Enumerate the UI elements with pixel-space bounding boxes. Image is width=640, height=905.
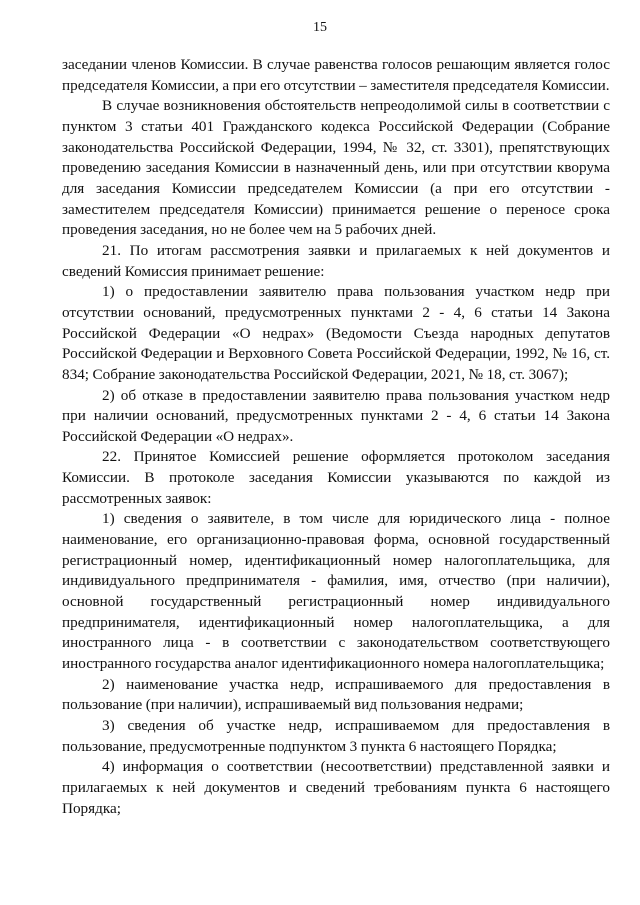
paragraph-22-item-2: 2) наименование участка недр, испрашиваемого для предоставления в пользование (при наличии), испрашиваемый вид пользования недрами; <box>62 675 610 714</box>
paragraph-22-item-4: 4) информация о соответствии (несоответствии) представленной заявки и прилагаемых к ней документов и сведений требованиям пункта 6 настоящего Порядка; <box>62 758 610 817</box>
paragraph-22: 22. Принятое Комиссией решение оформляется протоколом заседания Комиссии. В протоколе заседания Комиссии указываются по каждой из рассмотренных заявок: <box>62 448 610 507</box>
paragraph-21-item-2: 2) об отказе в предоставлении заявителю права пользования участком недр при наличии оснований, предусмотренных пунктами 2 - 4, 6 статьи 14 Закона Российской Федерации «О недрах». <box>62 386 610 445</box>
paragraph-21: 21. По итогам рассмотрения заявки и прилагаемых к ней документов и сведений Комиссия принимает решение: <box>62 241 610 280</box>
paragraph-22-item-1: 1) сведения о заявителе, в том числе для юридического лица - полное наименование, его организационно-правовая форма, основной государственный регистрационный номер, идентификационный номер налогоплательщика, для индивидуального предпринимателя - фамилия, имя, отчество (при наличии), основной государственный регистрационный номер индивидуального предпринимателя, идентификационный номер налогоплательщика, а для иностранного лица - в соответствии с законодательством соответствующего иностранного государства аналог идентификационного номера налогоплательщика; <box>62 510 610 673</box>
paragraph-21-item-1: 1) о предоставлении заявителю права пользования участком недр при отсутствии оснований, предусмотренных пунктами 2 - 4, 6 статьи 14 Закона Российской Федерации «О недрах» (Ведомости Съезда народных депутатов Российской Федерации и Верховного Совета Российской Федерации, 1992, № 16, ст. 834; Собрание законодательства Российской Федерации, 2021, № 18, ст. 3067); <box>62 283 610 383</box>
document-body <box>62 55 610 819</box>
page-number: 15 <box>313 20 327 35</box>
paragraph-force-majeure: В случае возникновения обстоятельств непреодолимой силы в соответствии с пунктом 3 статьи 401 Гражданского кодекса Российской Федерации (Собрание законодательства Российской Федерации, 1994, № 32, ст. 3301), препятствующих проведению заседания Комиссии в назначенный день, или при отсутствии кворума для заседания Комиссии председателем Комиссии (а при его отсутствии - заместителем председателя Комиссии) принимается решение о переносе срока проведения заседания, но не более чем на 5 рабочих дней. <box>62 97 610 239</box>
paragraph-continuation: заседании членов Комиссии. В случае равенства голосов решающим является голос председателя Комиссии, а при его отсутствии – заместителя председателя Комиссии. <box>62 56 610 94</box>
paragraph-22-item-3: 3) сведения об участке недр, испрашиваемом для предоставления в пользование, предусмотренные подпунктом 3 пункта 6 настоящего Порядка; <box>62 717 610 755</box>
